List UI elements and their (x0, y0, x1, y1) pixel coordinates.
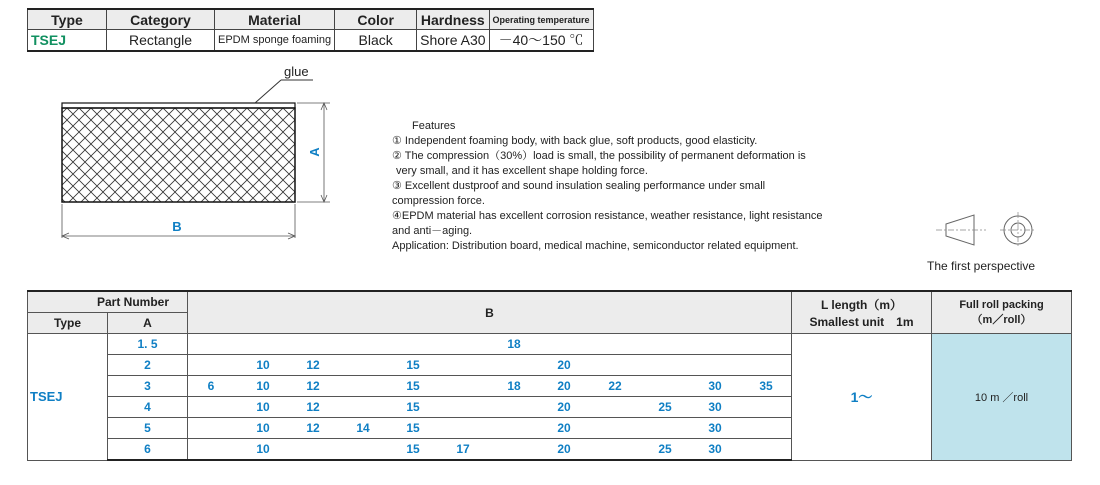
b-value: 30 (708, 400, 722, 414)
b-value: 10 (256, 379, 270, 393)
spec-header-category: Category (107, 9, 215, 30)
cross-section-drawing (55, 60, 355, 242)
b-values (188, 418, 792, 439)
b-value: 35 (759, 379, 773, 393)
feature-line: ① Independent foaming body, with back glue, soft products, good elasticity. (392, 135, 758, 147)
a-value: 3 (108, 376, 188, 397)
spec-hardness: Shore A30 (417, 30, 489, 52)
b-value: 10 (256, 421, 270, 435)
spec-header-color: Color (335, 9, 417, 30)
perspective-caption: The first perspective (927, 259, 1036, 273)
type-header: Type (28, 313, 108, 334)
b-value: 10 (256, 400, 270, 414)
packing-value: 10 m ／roll (932, 334, 1072, 461)
a-value: 4 (108, 397, 188, 418)
spec-header-type: Type (28, 9, 107, 30)
a-value: 2 (108, 355, 188, 376)
b-value: 25 (658, 400, 672, 414)
b-value: 30 (708, 442, 722, 456)
b-values (188, 334, 792, 355)
b-value: 18 (507, 379, 521, 393)
spec-header-hardness: Hardness (417, 9, 489, 30)
a-value: 6 (108, 439, 188, 461)
b-value: 12 (306, 421, 320, 435)
b-values (188, 439, 792, 461)
b-value: 20 (557, 400, 571, 414)
a-header: A (108, 313, 188, 334)
features-block (392, 119, 892, 254)
spec-row (28, 30, 594, 52)
dim-b-label: B (172, 219, 182, 234)
glue-label: glue (284, 64, 309, 79)
type-cell: TSEJ (28, 334, 108, 461)
spec-material: EPDM sponge foaming (215, 30, 335, 52)
b-value: 12 (306, 358, 320, 372)
l-length-header-unit: Smallest unit 1m (809, 314, 914, 329)
b-header: B (188, 291, 792, 334)
part-number-header: Part Number (28, 291, 188, 313)
packing-header-title: Full roll packing (959, 298, 1044, 311)
feature-line: ② The compression（30%）load is small, the possibility of permanent deformation is (392, 150, 806, 162)
b-values (188, 376, 792, 397)
spec-temperature: －40～150 ℃ (489, 30, 593, 52)
packing-header-unit: （m／roll） (971, 313, 1032, 326)
l-length-value: 1～ (792, 334, 932, 461)
table-header-row (28, 291, 1072, 313)
b-value: 20 (557, 358, 571, 372)
spec-category: Rectangle (107, 30, 215, 52)
b-value: 15 (406, 379, 420, 393)
b-value: 15 (406, 400, 420, 414)
feature-line: very small, and it has excellent shape holding force. (396, 165, 648, 177)
b-value: 12 (306, 400, 320, 414)
spec-color: Black (335, 30, 417, 52)
b-value: 10 (256, 358, 270, 372)
a-value: 5 (108, 418, 188, 439)
b-value: 25 (658, 442, 672, 456)
b-values (188, 397, 792, 418)
spec-table (27, 8, 594, 52)
spec-header-temperature: Operating temperature (489, 9, 593, 30)
b-value: 6 (207, 379, 215, 393)
packing-header (932, 291, 1072, 334)
feature-line: compression force. (392, 195, 485, 207)
feature-line: ③ Excellent dustproof and sound insulation sealing performance under small (392, 180, 766, 192)
b-value: 18 (507, 337, 521, 351)
table-row (28, 334, 1072, 355)
spec-header-material: Material (215, 9, 335, 30)
spec-header-row (28, 9, 594, 30)
b-value: 15 (406, 442, 420, 456)
b-value: 30 (708, 379, 722, 393)
b-value: 15 (406, 358, 420, 372)
b-value: 20 (557, 442, 571, 456)
b-value: 20 (557, 421, 571, 435)
feature-line: ④EPDM material has excellent corrosion resistance, weather resistance, light resistance (392, 210, 823, 222)
first-angle-projection-icon (936, 210, 1046, 254)
b-value: 14 (356, 421, 370, 435)
feature-line: and anti－aging. (392, 225, 473, 237)
dim-a-label: A (307, 147, 322, 157)
l-length-header (792, 291, 932, 334)
b-value: 22 (608, 379, 622, 393)
b-value: 12 (306, 379, 320, 393)
foam-body (62, 108, 295, 202)
features-title: Features (412, 120, 456, 132)
feature-line: Application: Distribution board, medical machine, semiconductor related equipment. (392, 240, 799, 252)
b-value: 15 (406, 421, 420, 435)
b-value: 10 (256, 442, 270, 456)
b-value: 30 (708, 421, 722, 435)
l-length-header-title: L length（m） (820, 297, 903, 312)
b-value: 20 (557, 379, 571, 393)
b-values (188, 355, 792, 376)
b-value: 17 (456, 442, 470, 456)
spec-type: TSEJ (28, 30, 107, 52)
a-value: 1. 5 (108, 334, 188, 355)
part-number-table (27, 290, 1072, 461)
glue-leader-line (255, 80, 281, 103)
